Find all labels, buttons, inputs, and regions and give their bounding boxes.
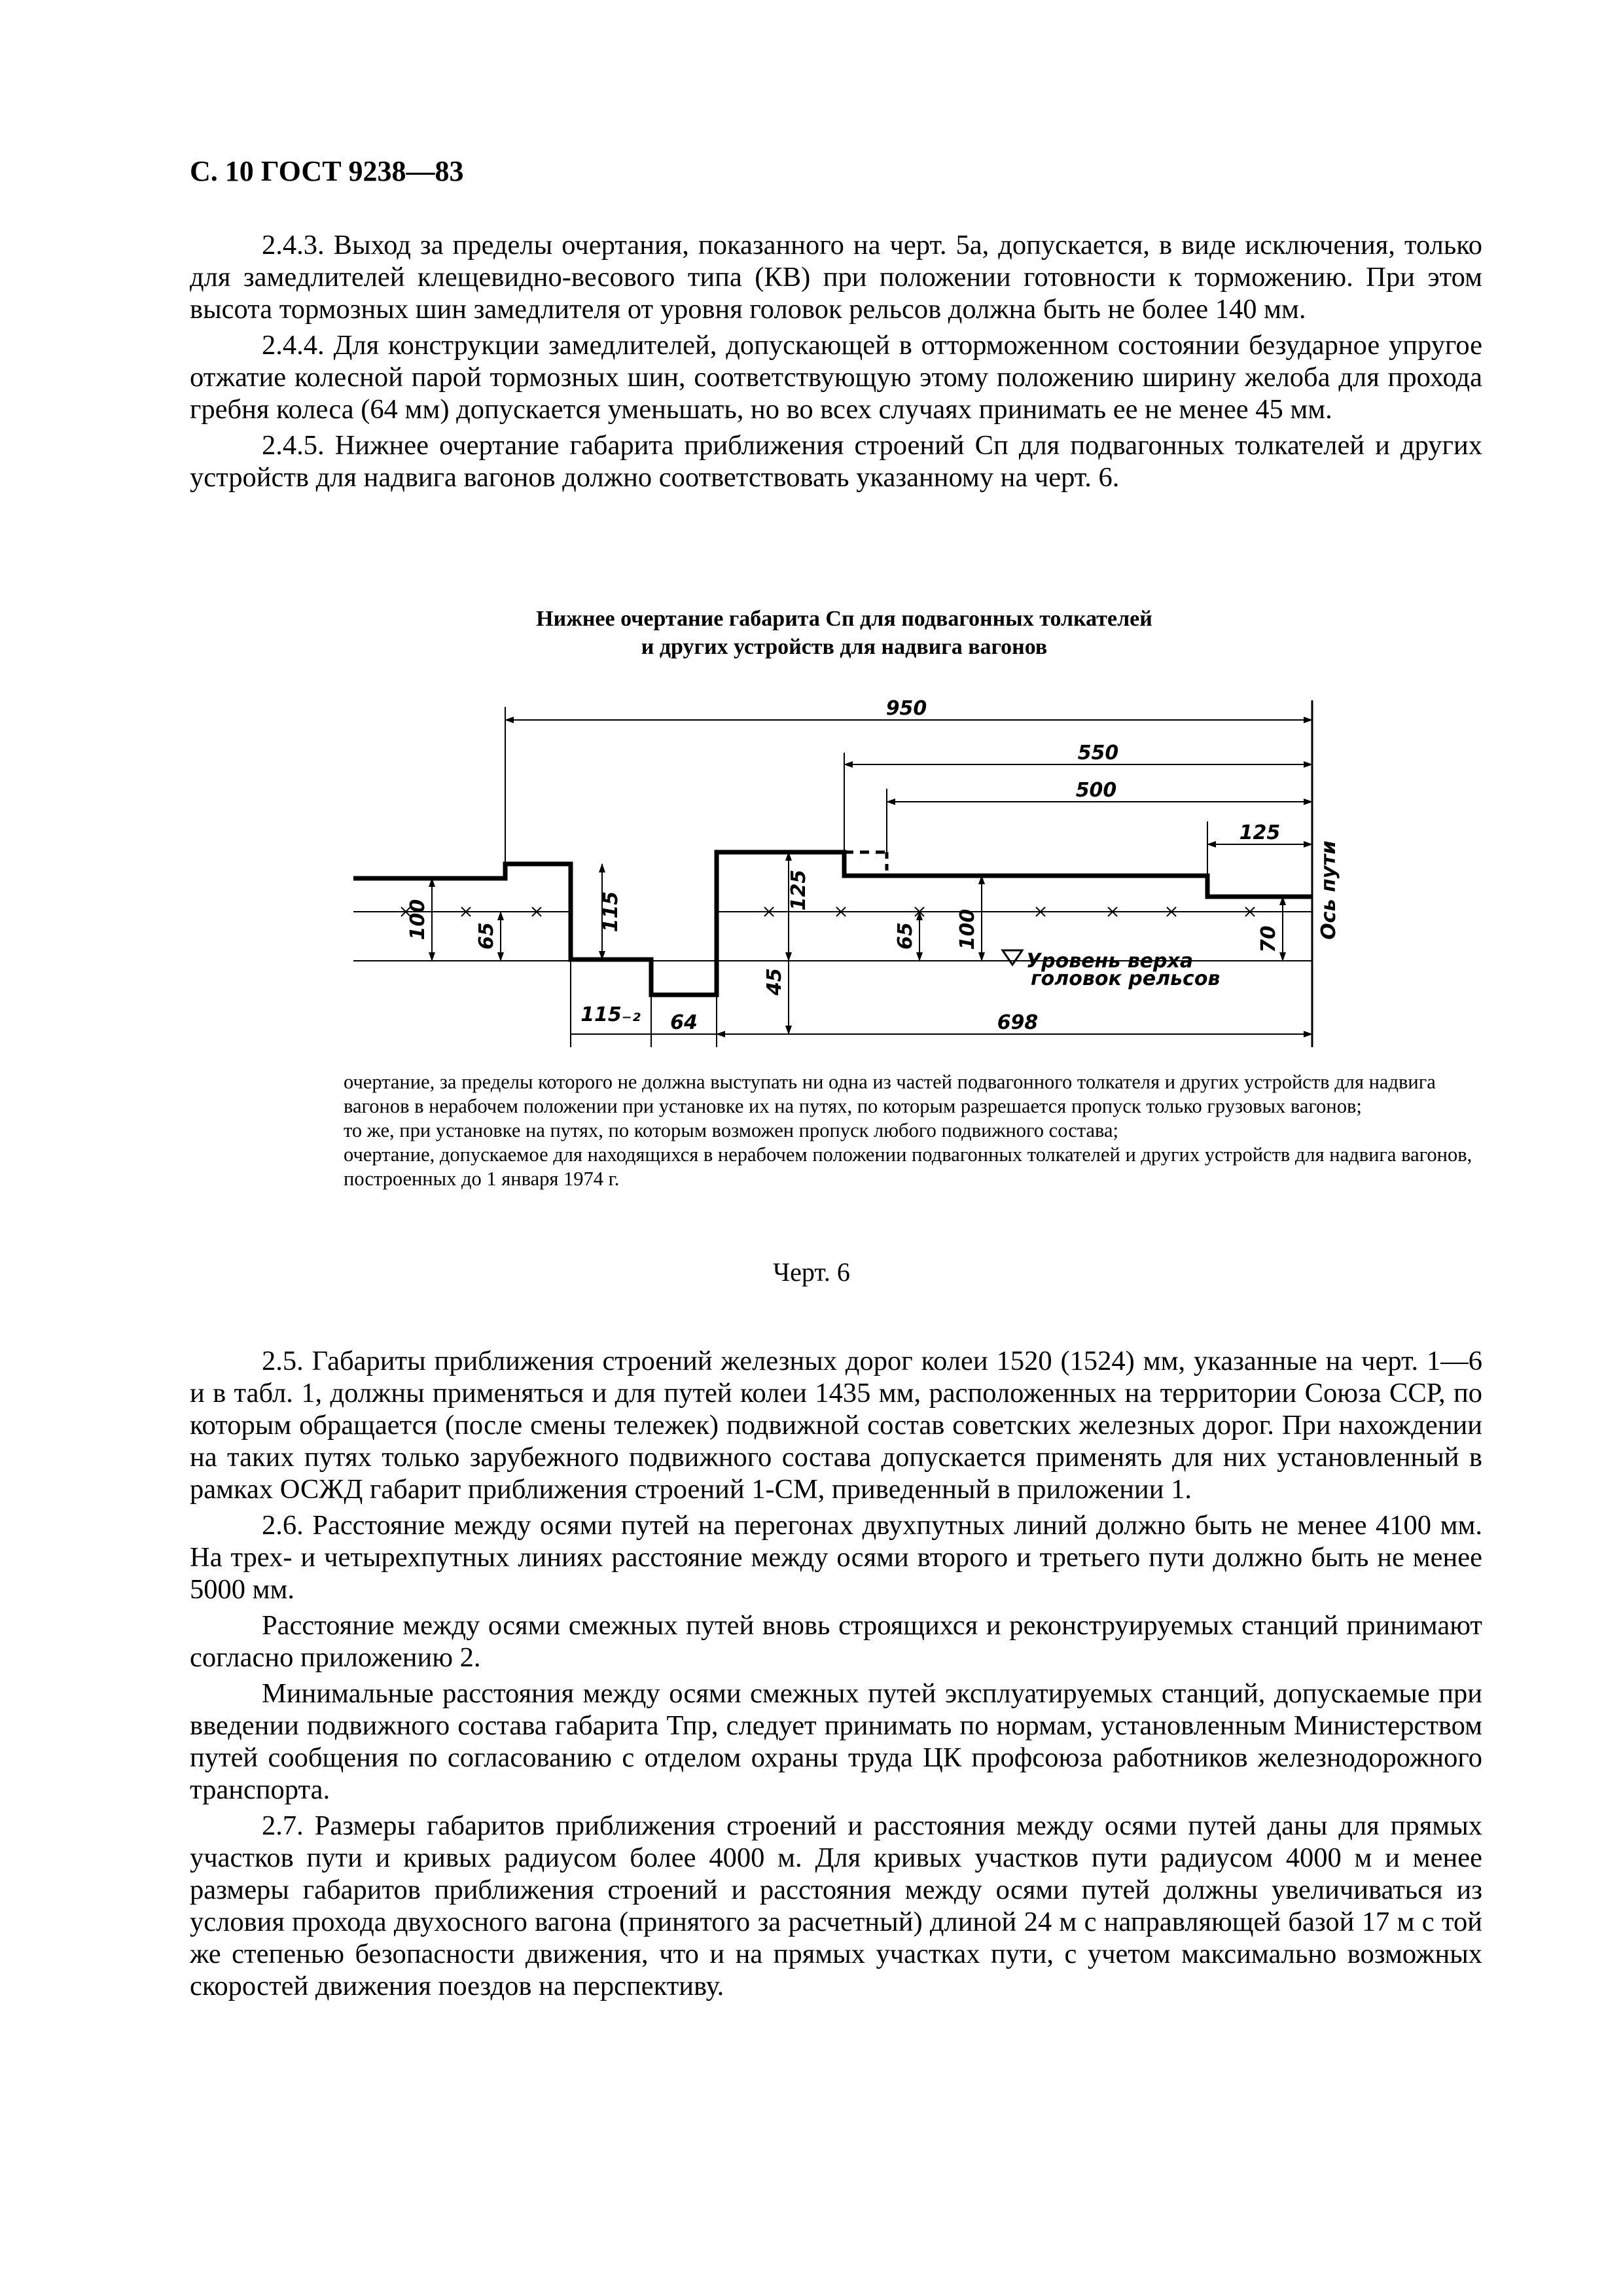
- dim-70: 70: [1257, 925, 1280, 953]
- dim-45: 45: [763, 968, 786, 996]
- dim-100-mid: 100: [956, 908, 979, 950]
- rail-level-symbol: [1003, 950, 1022, 965]
- figure-legend: [190, 1070, 1482, 1191]
- rail-label-line2: головок рельсов: [1031, 967, 1221, 990]
- legend-item-cross: [190, 1119, 1482, 1143]
- paragraph-2-6-minimal: Минимальные расстояния между осями смежных путей эксплуатируемых станций, допускаемые при введении подвижного состава габарита Тпр, следует принимать по нормам, установленным Министерством путей сообщения по согласованию с отделом охраны труда ЦК профсоюза работников железнодорожного транспорта.: [190, 1678, 1482, 1805]
- page-header: С. 10 ГОСТ 9238—83: [190, 155, 464, 187]
- dim-115-2: 115₋₂: [580, 1003, 641, 1026]
- paragraph-2-4-3: 2.4.3. Выход за пределы очертания, показанного на черт. 5а, допускается, в виде исключения, только для замедлителей клещевидно-весового типа (КВ) при положении готовности к торможению. При этом высота тормозных шин замедлителя от уровня головок рельсов должна быть не более 140 мм.: [190, 230, 1482, 325]
- dim-550: 550: [1077, 742, 1119, 764]
- paragraph-2-5: 2.5. Габариты приближения строений железных дорог колеи 1520 (1524) мм, указанные на черт. 1—6 и в табл. 1, должны применяться и для путей колеи 1435 мм, расположенных на территории Союза ССР, по которым обращается (после смены тележек) подвижной состав советских железных дорог. При нахождении на таких путях только зарубежного подвижного состава допускается применять для них установленный в рамках ОСЖД габарит приближения строений 1-СМ, приведенный в приложении 1.: [190, 1346, 1482, 1505]
- dim-65-left: 65: [475, 922, 498, 950]
- dim-100-left: 100: [406, 899, 429, 941]
- paragraph-2-7: 2.7. Размеры габаритов приближения строений и расстояния между осями путей даны для прямых участков пути и кривых радиусом более 4000 м. Для кривых участков пути радиусом 4000 м и менее размеры габаритов приближения строений и расстояния между осями путей должны увеличиваться из условия прохода двухосного вагона (принятого за расчетный) длиной 24 м с направляющей базой 17 м с той же степенью безопасности движения, что и на прямых участках пути, с учетом максимально возможных скоростей движения поездов на перспективу.: [190, 1810, 1482, 2001]
- dim-500: 500: [1075, 779, 1117, 802]
- legend-text-cross: то же, при установке на путях, по которым возможен пропуск любого подвижного состава;: [344, 1119, 1118, 1141]
- dim-65-mid: 65: [894, 922, 917, 950]
- dim-125-top: 125: [1239, 821, 1281, 844]
- dim-64: 64: [670, 1011, 698, 1034]
- paragraph-2-6: 2.6. Расстояние между осями путей на перегонах двухпутных линий должно быть не менее 4100 мм. На трех- и четырехпутных линиях расстояние между осями второго и третьего пути должно быть не менее 5000 мм.: [190, 1510, 1482, 1605]
- figure-title-line1: Нижнее очертание габарита Сп для подвагонных толкателей: [536, 607, 1152, 631]
- dim-125-vert: 125: [787, 869, 810, 911]
- paragraph-2-4-5: 2.4.5. Нижнее очертание габарита приближения строений Сп для подвагонных толкателей и других устройств для надвига вагонов должно соответствовать указанному на черт. 6.: [190, 430, 1482, 493]
- legend-item-dashed: [190, 1143, 1482, 1191]
- dim-698: 698: [997, 1011, 1039, 1034]
- legend-text-dashed: очертание, допускаемое для находящихся в нерабочем положении подвагонных толкателей и других устройств для надвига вагонов, построенных до 1 января 1974 г.: [344, 1143, 1472, 1190]
- paragraph-2-4-4: 2.4.4. Для конструкции замедлителей, допускающей в отторможенном состоянии безударное упругое отжатие колесной парой тормозных шин, соответствующую этому положению ширину желоба для прохода гребня колеса (64 мм) допускается уменьшать, но во всех случаях принимать ее не менее 45 мм.: [190, 330, 1482, 425]
- rail-label-line1: Уровень верха: [1026, 950, 1194, 973]
- axis-label: Ось пути: [1317, 840, 1340, 940]
- legend-text-solid: очертание, за пределы которого не должна выступать ни одна из частей подвагонного толкателя и других устройств для надвига вагонов в нерабочем положении при установке их на путях, по которым разрешается пропуск только грузовых вагонов;: [344, 1071, 1436, 1117]
- figure-drawing: [0, 0, 1623, 1073]
- text-block-bottom: [190, 1345, 1482, 2006]
- figure-caption: Черт. 6: [773, 1257, 850, 1287]
- dim-115: 115: [599, 891, 622, 933]
- paragraph-2-6-stations: Расстояние между осями смежных путей вновь строящихся и реконструируемых станций принимают согласно приложению 2.: [190, 1610, 1482, 1673]
- figure-title-line2: и других устройств для надвига вагонов: [641, 635, 1048, 659]
- legend-item-solid: [190, 1070, 1482, 1119]
- dim-950: 950: [885, 697, 927, 720]
